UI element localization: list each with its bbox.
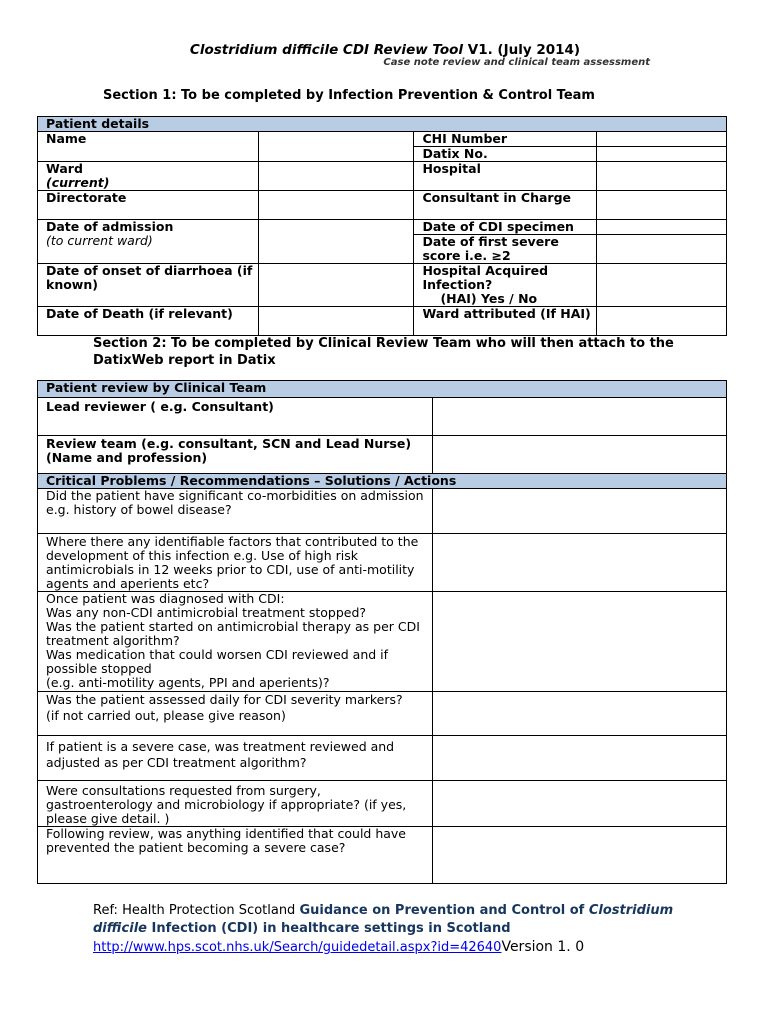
datix-label: Datix No. [414,147,597,162]
hai-field[interactable] [597,264,727,307]
reference-title-1: Guidance on Prevention and Control of [299,903,589,918]
answer-consultations[interactable] [432,781,727,827]
question-severity-reason: (if not carried out, please give reason) [46,708,286,723]
answer-treatment[interactable] [432,592,727,692]
hospital-field[interactable] [597,162,727,191]
section1-heading: Section 1: To be completed by Infection Prevention & Control Team [103,88,595,103]
reference [93,902,713,957]
chi-label: CHI Number [414,132,597,147]
review-team-field[interactable] [432,436,727,474]
directorate-field[interactable] [258,191,414,220]
question-treatment-intro: Once patient was diagnosed with CDI: [46,591,285,606]
document-subtitle: Case note review and clinical team assessment [383,57,650,68]
admission-label: Date of admission [46,219,174,234]
ward-attributed-label: Ward attributed (If HAI) [414,307,597,336]
reference-title-organism: Clostridium difficile [93,903,674,936]
patient-details-header: Patient details [38,117,727,132]
critical-problems-header: Critical Problems / Recommendations – Solutions / Actions [38,474,727,489]
hai-yes-no[interactable]: (HAI) Yes / No [440,291,538,306]
death-field[interactable] [258,307,414,336]
question-severity-markers: Was the patient assessed daily for CDI severity markers? [46,692,403,707]
name-label: Name [38,132,259,162]
ward-field[interactable] [258,162,414,191]
ward-label-cell [38,162,259,191]
answer-prevention[interactable] [432,827,727,884]
specimen-label: Date of CDI specimen [414,220,597,235]
severe-score-label: Date of first severe score i.e. ≥2 [414,235,597,264]
document-title: Clostridium difficile CDI Review Tool V1. (July 2014) [189,42,581,58]
question-treatment-cell [38,592,433,692]
admission-sublabel: (to current ward) [46,233,153,248]
question-antimicrobial-stopped: Was any non-CDI antimicrobial treatment stopped? [46,605,367,620]
question-medication-reviewed: Was medication that could worsen CDI reviewed and if possible stopped [46,647,389,676]
answer-severe-treatment[interactable] [432,736,727,781]
directorate-label: Directorate [38,191,259,220]
question-prevention: Following review, was anything identified that could have prevented the patient becoming a severe case? [38,827,433,884]
question-severity-cell [38,692,433,736]
admission-label-cell [38,220,259,264]
death-label: Date of Death (if relevant) [38,307,259,336]
hospital-label: Hospital [414,162,597,191]
chi-field[interactable] [597,132,727,147]
ward-attributed-field[interactable] [597,307,727,336]
severe-score-field[interactable] [597,235,727,264]
consultant-field[interactable] [597,191,727,220]
admission-field[interactable] [258,220,414,264]
hai-label: Hospital Acquired Infection? [422,263,549,292]
version-label: Version 1. 0 [501,939,585,955]
review-team-label: Review team (e.g. consultant, SCN and Lead Nurse) (Name and profession) [38,436,433,474]
reference-prefix: Ref: Health Protection Scotland [93,903,300,918]
section2-heading: Section 2: To be completed by Clinical Review Team who will then attach to the DatixWeb report in Datix [93,336,674,368]
clinical-review-table [37,380,727,884]
question-antimicrobial-started: Was the patient started on antimicrobial therapy as per CDI treatment algorithm? [46,619,420,648]
answer-severity[interactable] [432,692,727,736]
question-medication-examples: (e.g. anti-motility agents, PPI and aperients)? [46,675,330,690]
question-severe-treatment: If patient is a severe case, was treatment reviewed and adjusted as per CDI treatment algorithm? [38,736,433,781]
name-field[interactable] [258,132,414,162]
clinical-review-header: Patient review by Clinical Team [38,381,727,398]
hai-label-cell [414,264,597,307]
lead-reviewer-field[interactable] [432,398,727,436]
ward-label: Ward [46,161,83,176]
question-contributing-factors: Where there any identifiable factors that contributed to the development of this infection e.g. Use of high risk antimicrobials in 12 weeks prior to CDI, use of anti-motility agents and aperients etc? [38,534,433,592]
ward-sublabel: (current) [46,175,110,190]
onset-label: Date of onset of diarrhoea (if known) [38,264,259,307]
datix-field[interactable] [597,147,727,162]
patient-details-table [37,116,727,336]
answer-comorbidities[interactable] [432,489,727,534]
lead-reviewer-label: Lead reviewer ( e.g. Consultant) [38,398,433,436]
specimen-field[interactable] [597,220,727,235]
question-comorbidities: Did the patient have significant co-morbidities on admission e.g. history of bowel disease? [38,489,433,534]
consultant-label: Consultant in Charge [414,191,597,220]
question-consultations: Were consultations requested from surgery, gastroenterology and microbiology if appropriate? (if yes, please give detail. ) [38,781,433,827]
answer-contributing-factors[interactable] [432,534,727,592]
reference-link[interactable]: http://www.hps.scot.nhs.uk/Search/guidedetail.aspx?id=42640 [93,940,502,955]
reference-title-2: Infection (CDI) in healthcare settings in Scotland [147,921,511,936]
onset-field[interactable] [258,264,414,307]
